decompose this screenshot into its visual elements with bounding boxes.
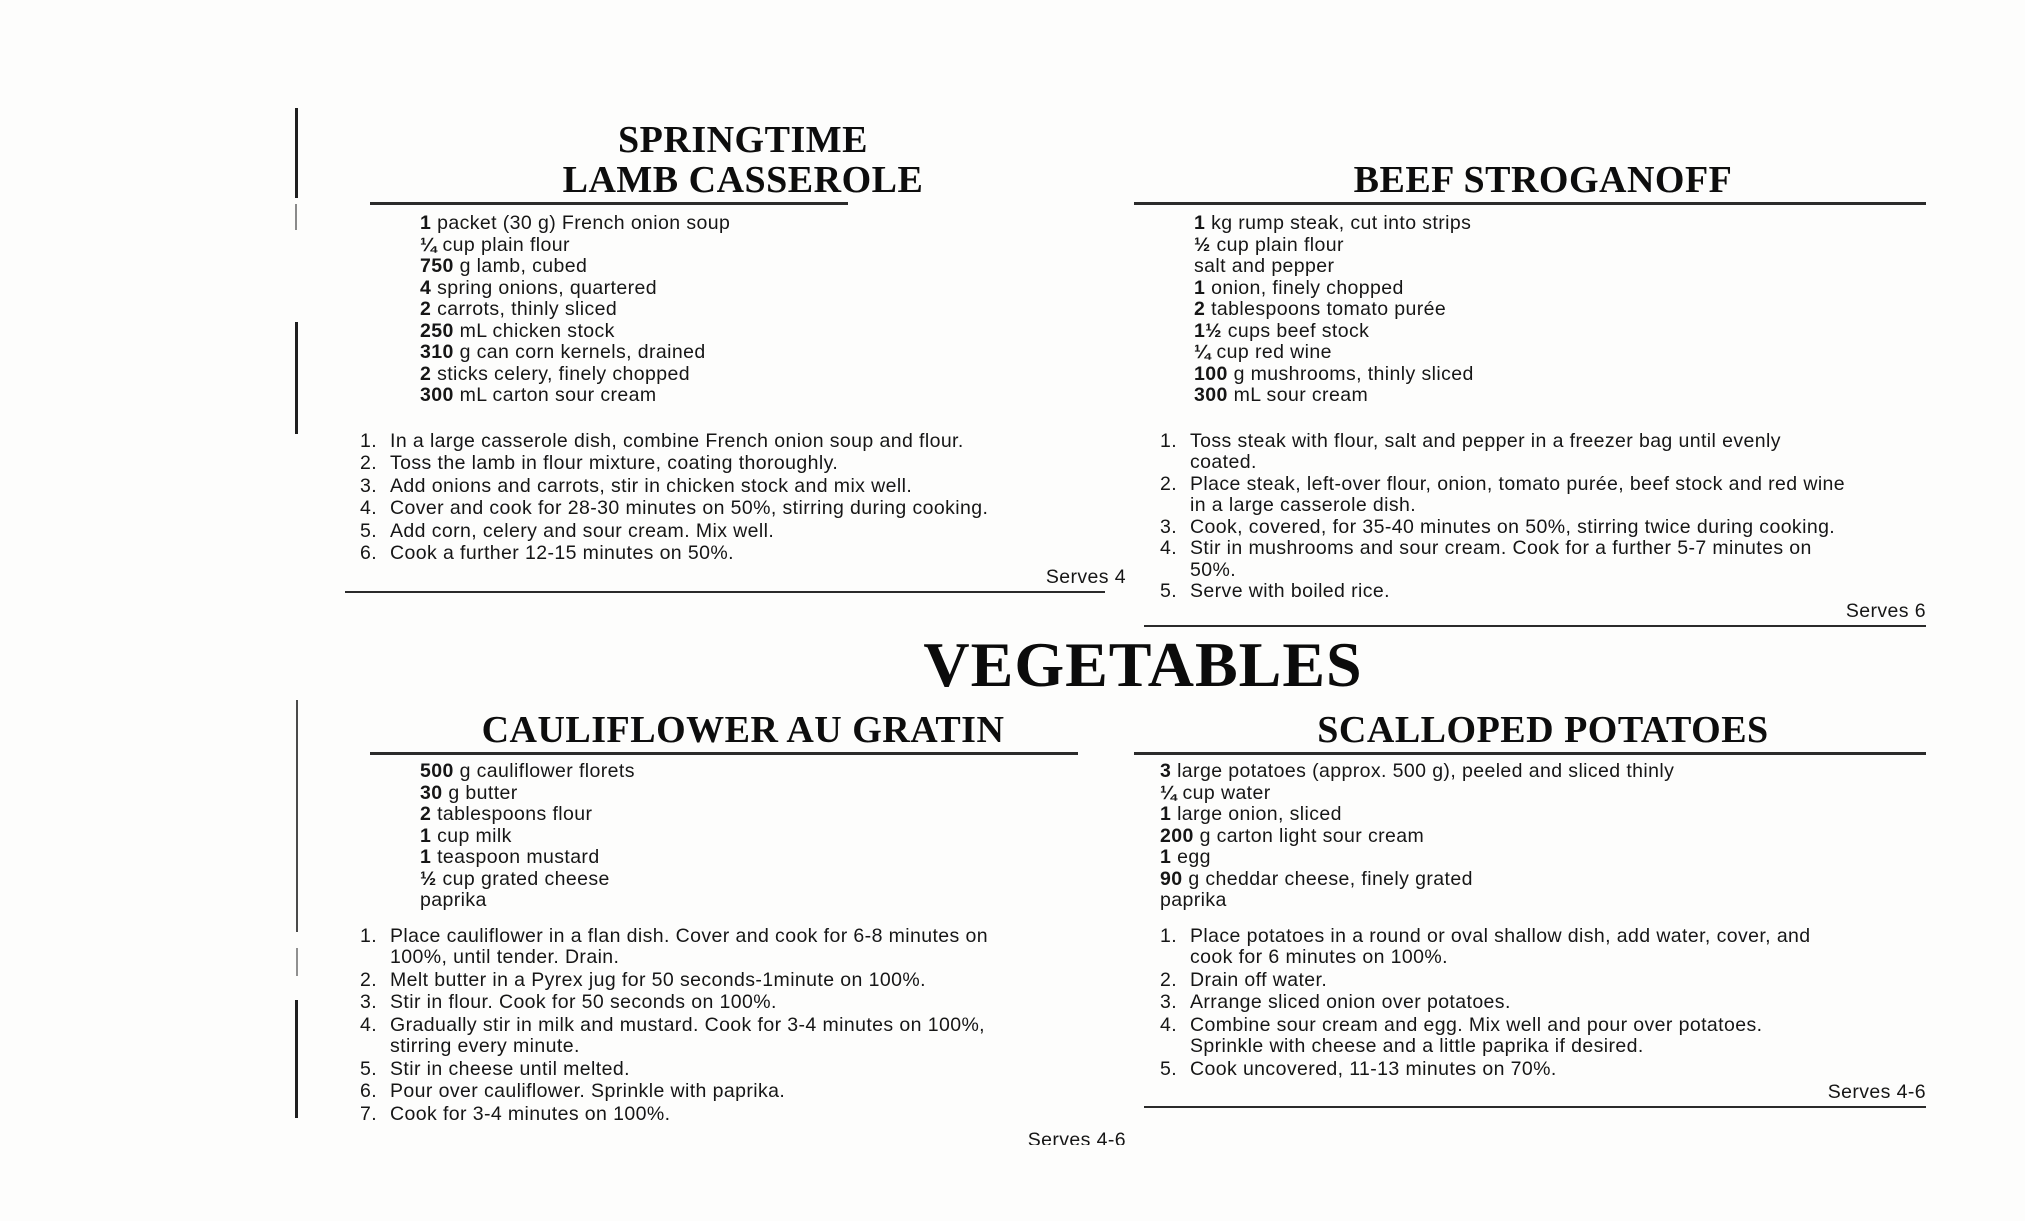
ingredient-item: salt and pepper	[1194, 255, 1335, 277]
step-number: 5.	[360, 519, 378, 542]
step-number: 1.	[1160, 429, 1178, 452]
step-number: 7.	[360, 1102, 378, 1125]
recipe-scalloped-potatoes	[1160, 708, 1926, 1108]
step-number: 1.	[360, 924, 378, 947]
step-number: 5.	[360, 1057, 378, 1080]
serves-rule	[345, 591, 1105, 593]
ingredient-item: 200 g carton light sour cream	[1160, 824, 1425, 847]
serves-clipped-row	[360, 1128, 1126, 1145]
ingredient-item: 1 teaspoon mustard	[420, 846, 600, 868]
step-number: 5.	[1160, 580, 1178, 602]
step-number: 2.	[360, 452, 378, 474]
serves-label: Serves 4-6	[1827, 1081, 1926, 1103]
ingredient-item: 300 mL carton sour cream	[420, 384, 657, 406]
ingredient-item: 1 kg rump steak, cut into strips	[1194, 212, 1472, 234]
step-number: 4.	[360, 1013, 378, 1036]
recipe-title	[360, 120, 1126, 200]
binding-mark	[295, 1000, 298, 1118]
step-number: 2.	[1160, 968, 1178, 991]
recipe-title-line: SPRINGTIME	[618, 119, 868, 161]
method-step: 5. Serve with boiled rice.	[1160, 580, 1390, 602]
ingredient-item: 30 g butter	[420, 781, 518, 804]
method-step: 2. Toss the lamb in flour mixture, coating thoroughly.	[360, 452, 839, 474]
serves-rule	[1144, 1106, 1926, 1108]
binding-mark	[296, 700, 298, 932]
method-step: 6. Cook a further 12-15 minutes on 50%.	[360, 542, 734, 564]
recipe-springtime-lamb-casserole	[360, 90, 1126, 593]
method-step: 4. Gradually stir in milk and mustard. Cook for 3-4 minutes on 100%, stirring every minute.	[360, 1013, 985, 1057]
method-step: 2. Melt butter in a Pyrex jug for 50 seconds-1minute on 100%.	[360, 968, 926, 991]
step-number: 1.	[1160, 924, 1178, 947]
method-step: 3. Arrange sliced onion over potatoes.	[1160, 991, 1511, 1013]
method-step: 1. Place potatoes in a round or oval shallow dish, add water, cover, and cook for 6 minutes on 100%.	[1160, 924, 1811, 968]
recipe-title-line: BEEF STROGANOFF	[1353, 159, 1733, 201]
recipe-title-line: CAULIFLOWER AU GRATIN	[481, 709, 1005, 751]
binding-mark	[295, 108, 298, 198]
method-step: 5. Stir in cheese until melted.	[360, 1057, 630, 1080]
ingredient-item: 90 g cheddar cheese, finely grated	[1160, 867, 1473, 890]
ingredient-item: 1 packet (30 g) French onion soup	[420, 212, 731, 234]
ingredient-item: 2 carrots, thinly sliced	[420, 298, 618, 320]
ingredient-item: 1 egg	[1160, 846, 1211, 868]
serves-label: Serves 6	[1845, 599, 1926, 622]
ingredient-item: 300 mL sour cream	[1194, 384, 1369, 406]
ingredient-list	[420, 761, 1126, 912]
recipe-beef-stroganoff	[1160, 90, 1926, 627]
recipe-title-line: LAMB CASSEROLE	[562, 159, 924, 201]
serves-label: Serves 4	[1045, 565, 1126, 588]
ingredient-item: 750 g lamb, cubed	[420, 255, 588, 277]
method-step: 3. Stir in flour. Cook for 50 seconds on 100%.	[360, 991, 777, 1013]
method-step: 2. Place steak, left-over flour, onion, tomato purée, beef stock and red wine in a large casserole dish.	[1160, 472, 1846, 516]
method-step: 1. Toss steak with flour, salt and pepper in a freezer bag until evenly coated.	[1160, 429, 1781, 473]
recipe-title	[1160, 710, 1926, 750]
section-heading-vegetables: VEGETABLES	[923, 629, 1363, 700]
step-number: 4.	[360, 497, 378, 519]
method-steps	[1160, 926, 1926, 1081]
step-number: 6.	[360, 1080, 378, 1102]
ingredient-list	[1160, 761, 1926, 912]
method-steps	[1160, 431, 1926, 603]
ingredient-item: ¼ cup water	[1160, 781, 1271, 804]
method-step: 4. Combine sour cream and egg. Mix well and pour over potatoes. Sprinkle with cheese and a little paprika if desired.	[1160, 1013, 1763, 1057]
method-step: 2. Drain off water.	[1160, 968, 1328, 991]
method-step: 5. Add corn, celery and sour cream. Mix well.	[360, 519, 775, 542]
method-step: 1. Place cauliflower in a flan dish. Cover and cook for 6-8 minutes on 100%, until tender. Drain.	[360, 924, 989, 968]
ingredient-item: 250 mL chicken stock	[420, 319, 615, 342]
ingredient-item: 100 g mushrooms, thinly sliced	[1194, 362, 1474, 385]
ingredient-item: 1 large onion, sliced	[1160, 803, 1342, 825]
ingredient-item: 1½ cups beef stock	[1194, 319, 1370, 342]
ingredient-list	[420, 213, 1126, 407]
ingredient-item: paprika	[1160, 889, 1227, 911]
ingredient-item: 2 sticks celery, finely chopped	[420, 362, 691, 385]
ingredient-item: 2 tablespoons flour	[420, 803, 593, 825]
method-step: 3. Add onions and carrots, stir in chicken stock and mix well.	[360, 474, 913, 497]
method-step: 3. Cook, covered, for 35-40 minutes on 50%, stirring twice during cooking.	[1160, 515, 1836, 538]
title-underline-rule	[1134, 202, 1926, 205]
step-number: 4.	[1160, 1013, 1178, 1036]
step-number: 3.	[1160, 991, 1178, 1013]
ingredient-item: ½ cup grated cheese	[420, 867, 610, 890]
recipe-title	[360, 710, 1126, 750]
method-steps	[360, 926, 1126, 1126]
recipe-title	[1160, 160, 1926, 200]
ingredient-item: 500 g cauliflower florets	[420, 760, 635, 782]
serves-rule	[1144, 625, 1926, 627]
title-underline-rule	[370, 752, 1078, 755]
ingredient-item: ¼ cup red wine	[1194, 341, 1332, 363]
method-step: 4. Stir in mushrooms and sour cream. Cook for a further 5-7 minutes on 50%.	[1160, 537, 1812, 581]
step-number: 6.	[360, 542, 378, 564]
method-step: 7. Cook for 3-4 minutes on 100%.	[360, 1102, 671, 1125]
ingredient-item: 2 tablespoons tomato purée	[1194, 298, 1447, 320]
method-step: 6. Pour over cauliflower. Sprinkle with paprika.	[360, 1080, 786, 1102]
step-number: 3.	[360, 474, 378, 497]
title-underline-rule	[1134, 752, 1926, 755]
ingredient-item: 310 g can corn kernels, drained	[420, 341, 706, 363]
ingredient-item: paprika	[420, 889, 487, 911]
method-step: 5. Cook uncovered, 11-13 minutes on 70%.	[1160, 1057, 1557, 1080]
binding-mark	[295, 322, 298, 434]
serves-label: Serves 4-6	[1027, 1129, 1126, 1145]
step-number: 1.	[360, 429, 378, 452]
ingredient-item: 1 cup milk	[420, 824, 512, 847]
step-number: 3.	[1160, 515, 1178, 538]
step-number: 5.	[1160, 1057, 1178, 1080]
step-number: 4.	[1160, 537, 1178, 559]
ingredient-item: ¼ cup plain flour	[420, 233, 570, 256]
method-step: 1. In a large casserole dish, combine French onion soup and flour.	[360, 429, 964, 452]
title-underline-rule	[370, 202, 848, 205]
ingredient-list	[1194, 213, 1926, 407]
step-number: 2.	[1160, 472, 1178, 495]
ingredient-item: 3 large potatoes (approx. 500 g), peeled and sliced thinly	[1160, 760, 1675, 782]
method-steps	[360, 431, 1126, 565]
recipe-cauliflower-au-gratin	[360, 708, 1126, 1145]
ingredient-item: 1 onion, finely chopped	[1194, 276, 1404, 299]
step-number: 3.	[360, 991, 378, 1013]
recipe-title-line: SCALLOPED POTATOES	[1317, 709, 1769, 751]
ingredient-item: ½ cup plain flour	[1194, 233, 1344, 256]
step-number: 2.	[360, 968, 378, 991]
method-step: 4. Cover and cook for 28-30 minutes on 50%, stirring during cooking.	[360, 497, 989, 519]
binding-mark	[296, 948, 298, 976]
binding-mark	[295, 204, 297, 230]
ingredient-item: 4 spring onions, quartered	[420, 276, 657, 299]
